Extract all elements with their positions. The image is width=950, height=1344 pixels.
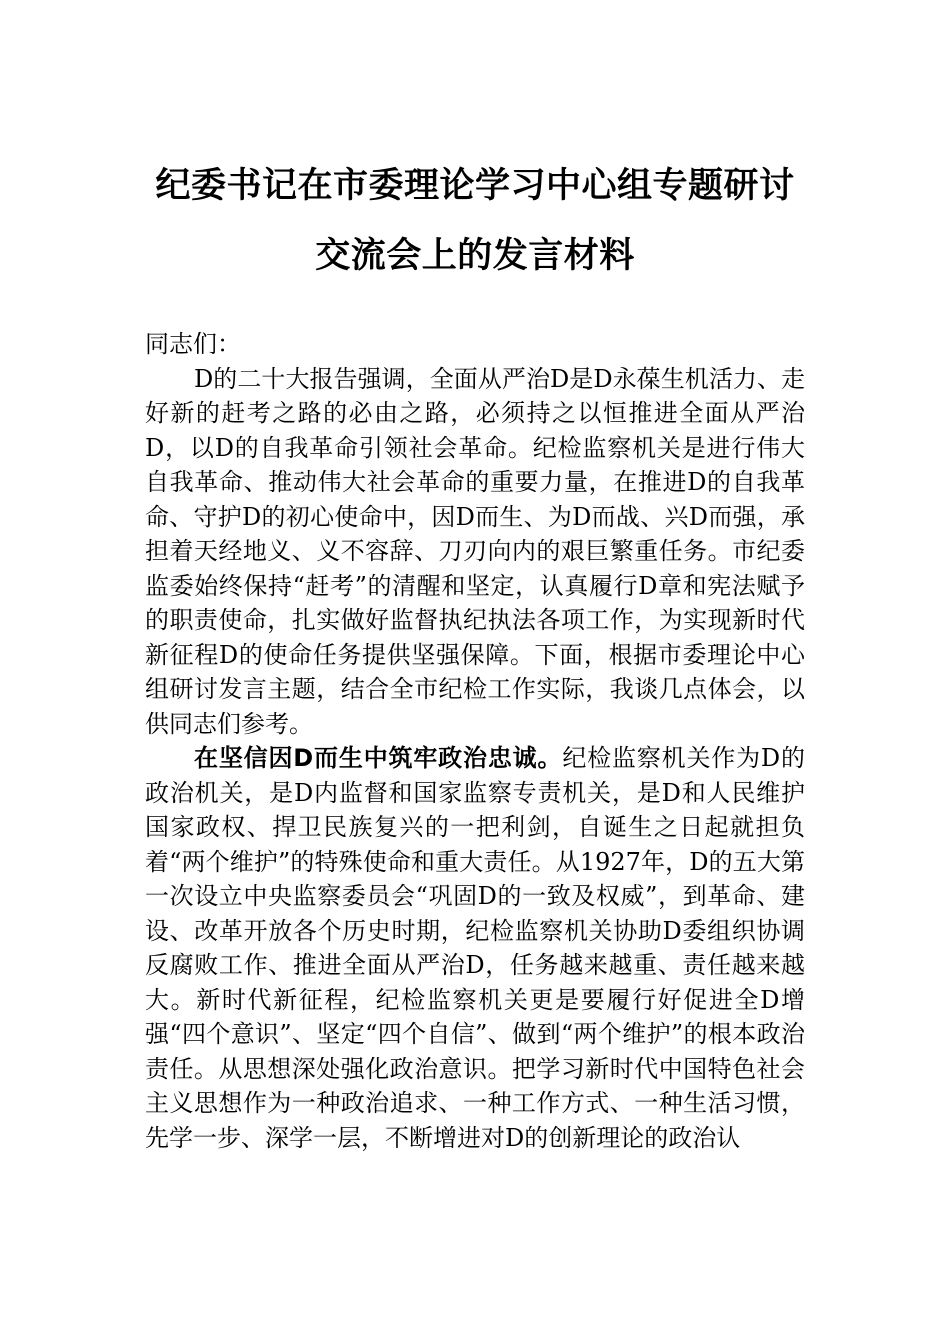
document-title-line-2: 交流会上的发言材料 — [315, 236, 635, 276]
paragraph-intro: D的二十大报告强调，全面从严治D是D永葆生机活力、走好新的赶考之路的必由之路，必须持之以恒推进全面从严治D，以D的自我革命引领社会革命。纪检监察机关是进行伟大自我革命、推动伟大社会革命的重要力量，在推进D的自我革命、守护D的初心使命中，因D而生、为D而战、兴D而强，承担着天经地义、义不容辞、刀刃向内的艰巨繁重任务。市纪委监委始终保持“赶考”的清醒和坚定，认真履行D章和宪法赋予的职责使命，扎实做好监督执纪执法各项工作，为实现新时代新征程D的使命任务提供坚强保障。下面，根据市委理论中心组研讨发言主题，结合全市纪检工作实际，我谈几点体会，以供同志们参考。 — [145, 364, 805, 738]
document-title-line-1: 纪委书记在市委理论学习中心组专题研讨 — [155, 166, 795, 206]
salutation: 同志们： — [145, 330, 241, 358]
paragraph-political-loyalty — [145, 741, 805, 1155]
paragraph-lead-heading: 在坚信因D而生中筑牢政治忠诚。 — [194, 744, 563, 772]
paragraph-body-text: 纪检监察机关作为D的政治机关，是D内监督和国家监察专责机关，是D和人民维护国家政权、捍卫民族复兴的一把利剑，自诞生之日起就担负着“两个维护”的特殊使命和重大责任。从1927年，D的五大第一次设立中央监察委员会“巩固D的一致及权威”，到革命、建设、改革开放各个历史时期，纪检监察机关协助D委组织协调反腐败工作、推进全面从严治D，任务越来越重、责任越来越大。新时代新征程，纪检监察机关更是要履行好促进全D增强“四个意识”、坚定“四个自信”、做到“两个维护”的根本政治责任。从思想深处强化政治意识。把学习新时代中国特色社会主义思想作为一种政治追求、一种工作方式、一种生活习惯，先学一步、深学一层，不断增进对D的创新理论的政治认 — [145, 744, 806, 1152]
document-body — [145, 327, 805, 1155]
